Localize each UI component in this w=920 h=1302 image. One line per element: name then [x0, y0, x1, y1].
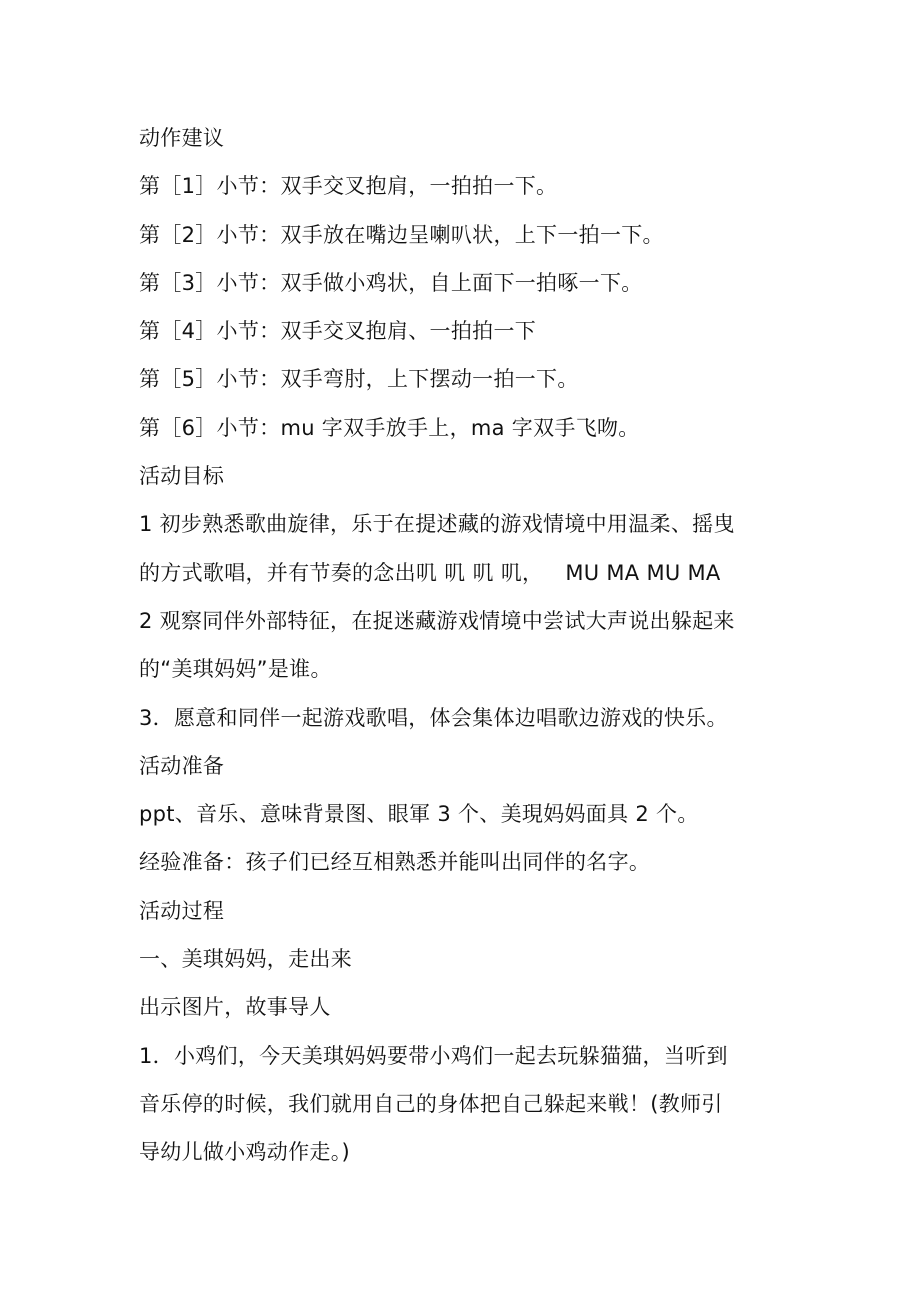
text-line: 的“美琪妈妈”是谁。: [139, 657, 332, 682]
text-line-part: MU MA MU MA: [565, 560, 721, 585]
section-heading-activity-process: 活动过程: [139, 898, 225, 923]
section-heading-action-suggestions: 动作建议: [139, 126, 225, 150]
section-heading-activity-goals: 活动目标: [139, 464, 225, 489]
text-line: 第［1］小节：双手交叉抱肩，一拍拍一下。: [139, 174, 558, 199]
text-line: 2 观察同伴外部特征，在捉迷藏游戏情境中尝试大声说出躲起来: [139, 608, 735, 633]
document-body: [139, 114, 789, 1177]
text-line: 3．愿意和同伴一起游戏歌唱，体会集体边唱歌边游戏的快乐。: [139, 705, 728, 730]
text-line: 出示图片，故事导人: [139, 995, 331, 1020]
text-line: 一、美琪妈妈，走出来: [139, 947, 352, 972]
text-line: 1 初步熟悉歌曲旋律，乐于在提述藏的游戏情境中用温柔、摇曳: [139, 512, 735, 537]
text-line: 第［2］小节：双手放在嘴边呈喇叭状，上下一拍一下。: [139, 222, 664, 247]
text-line: 导幼儿做小鸡动作走。): [139, 1140, 350, 1165]
text-line: 第［6］小节：mu 字双手放手上，ma 字双手飞吻。: [139, 415, 640, 440]
text-line: 音乐停的时候，我们就用自己的身体把自己躲起来戦！(教师引: [139, 1091, 723, 1116]
text-line: 第［5］小节：双手弯肘，上下摆动一拍一下。: [139, 367, 579, 392]
text-line: 经验准备：孩子们已经互相熟悉并能叫出同伴的名字。: [139, 850, 651, 875]
text-line: [139, 549, 789, 597]
section-heading-activity-preparation: 活动准备: [139, 753, 225, 778]
text-line: ppt、音乐、意味背景图、眼軍 3 个、美現妈妈面具 2 个。: [139, 802, 699, 827]
text-line: 1．小鸡们，今天美琪妈妈要带小鸡们一起去玩躲猫猫，当听到: [139, 1043, 728, 1068]
text-line: 第［3］小节：双手做小鸡状，自上面下一拍啄一下。: [139, 270, 643, 295]
text-line-part: 的方式歌唱，并有节奏的念出叽 叽 叽 叽，: [139, 560, 544, 585]
text-line: 第［4］小节：双手交叉抱肩、一拍拍一下: [139, 319, 537, 344]
